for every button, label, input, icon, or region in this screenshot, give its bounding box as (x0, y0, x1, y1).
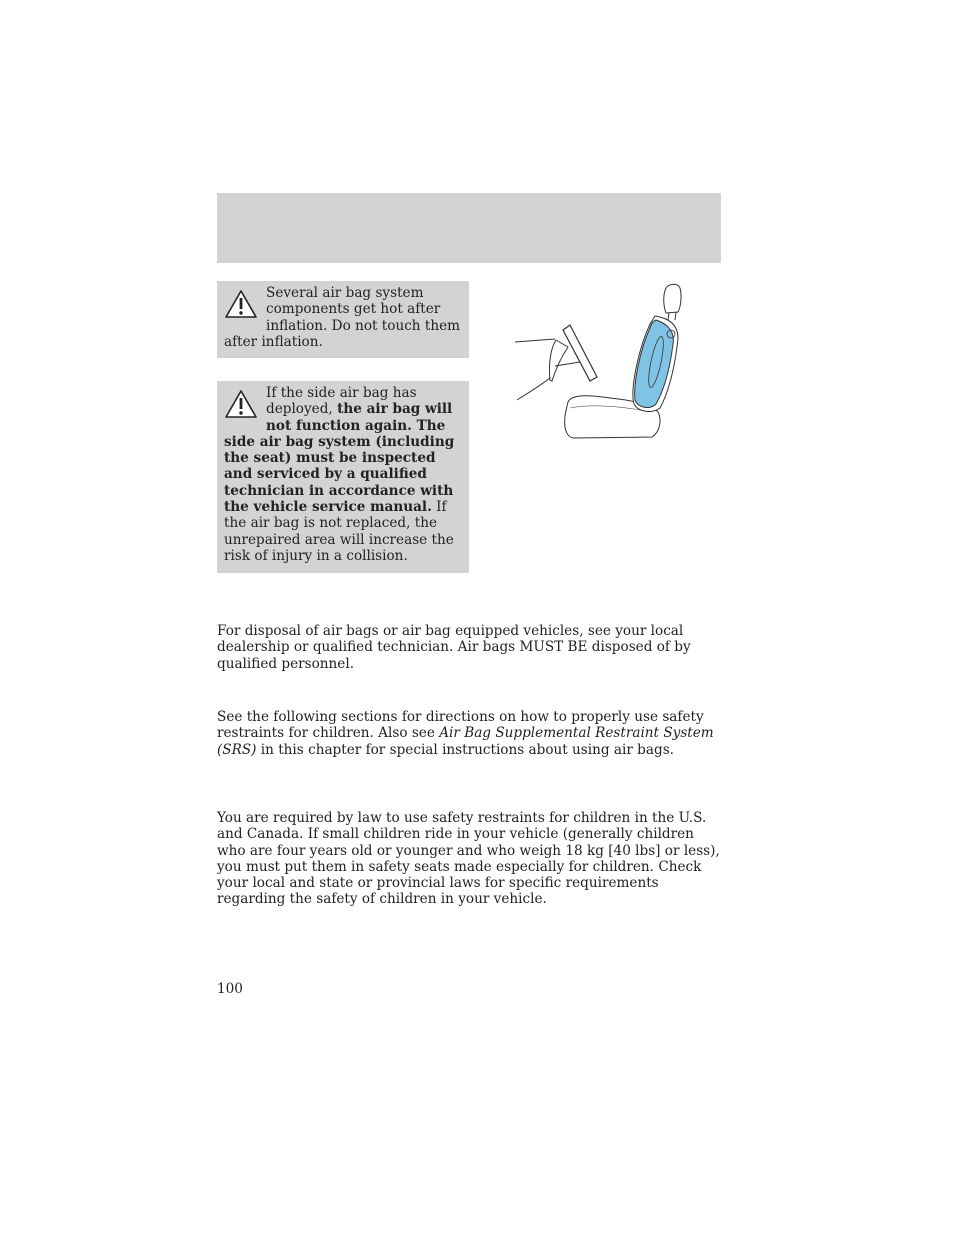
warning-box-side-airbag (217, 381, 469, 573)
section-header-bar (217, 193, 721, 263)
paragraph-airbag-disposal: For disposal of air bags or air bag equipped vehicles, see your local dealership or qualified technician. Air bags MUST BE disposed of by qualified personnel. (217, 623, 691, 672)
warning-text-intro: If the side air bag has deployed, (266, 385, 417, 418)
paragraph-child-restraint-law: You are required by law to use safety restraints for children in the U.S. and Canada. If small children ride in your vehicle (generally children who are four years old or younger and who weigh 18 kg [40 lbs] or less), you must put them in safety seats made especially for children. Check your local and state or provincial laws for specific requirements regarding the safety of children in your vehicle. (217, 810, 720, 908)
warning-triangle-icon (224, 389, 258, 419)
warning-text: Several air bag system components get hot after inflation. Do not touch them after inflation. (224, 285, 461, 350)
warning-triangle-icon (224, 289, 258, 319)
page-number: 100 (217, 981, 243, 997)
warning-text-outro: If the air bag is not replaced, the unrepaired area will increase the risk of injury in a collision. (224, 499, 454, 564)
seat-side-airbag-illustration (510, 280, 700, 445)
srs-reference: Air Bag Supplemental Restraint System (SRS) (217, 725, 714, 758)
paragraph-text: See the following sections for directions on how to properly use safety restraints for children. Also see (217, 709, 704, 742)
warning-text-bold: the air bag will not function again. The side air bag system (including the seat) must be inspected and serviced by a qualified technician in accordance with the vehicle service manual. (224, 401, 455, 516)
paragraph-text: in this chapter for special instructions about using air bags. (256, 741, 674, 758)
paragraph-children-restraints-intro (217, 709, 723, 758)
warning-box-hot-components (217, 281, 469, 358)
